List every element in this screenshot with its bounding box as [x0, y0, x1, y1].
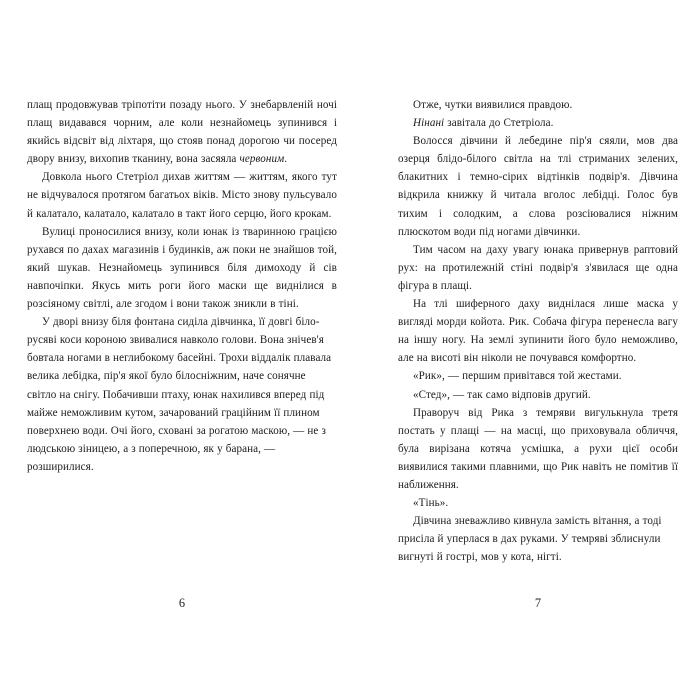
paragraph: Тим часом на даху увагу юнака привернув раптовий рух: на протилежній стіні подвір'я з'явилася ще одна фігура в плащі.	[398, 243, 678, 292]
paragraph: На тлі шиферного даху виднілася лише маска у вигляді морди койота. Рик. Собача фігура перенесла вагу на іншу ногу. На землі зупинити його було неможливо, але на висоті він ніколи не почувався комфортно.	[398, 298, 678, 365]
paragraph: Вулиці проносилися внизу, коли юнак із тваринною грацією рухався по дахах магазинів і будинків, аж поки не знайшов той, який шукав. Незнайомець зупинився біля димоходу й сів навпочіпки. Якусь мить роги його маски ще виднілися в розсіяному світлі, але згодом і вони також зникли в тіні.	[27, 225, 337, 311]
paragraph: плащ продовжував тріпотіти позаду нього. У знебарвленій ночі плащ видавався чорним, але коли незнайомець зупинився і якийсь відсвіт від ліхтаря, що стояв понад дорогою чи посеред двору внизу, вихопив тканину, вона засяяла червоним.	[27, 99, 337, 166]
paragraph: Довкола нього Стетріол дихав життям — життям, якого тут не відчувалося протягом багатьох віків. Місто знову пульсувало й калатало, калатало, калатало в такт його серцю, його крокам.	[27, 171, 337, 220]
page-right	[398, 96, 678, 566]
paragraph: Отже, чутки виявилися правдою.	[412, 99, 573, 111]
paragraph: У дворі внизу біля фонтана сиділа дівчинка, її довгі біло-русяві коси короною звивалися навколо голови. Вона знічев'я бовтала ногами в неглибокому басейні. Трохи віддалік плавала велика лебідка, пір'я якої було білосніжним, наче сонячне світло на снігу. Побачивши птаху, юнак нахилився вперед під майже неможливим кутом, зачарований граційним її плином поверхнею води. Очі його, сховані за рогатою маскою, — не з людською зіницею, а з поперечною, як у барана, — розширилися.	[27, 316, 332, 473]
italic-run: червоним	[239, 153, 285, 166]
page-number-right: 7	[534, 596, 542, 610]
paragraph: «Стед», — так само відповів другий.	[412, 388, 591, 401]
page-left	[27, 96, 337, 476]
page-number-left: 6	[178, 596, 186, 610]
paragraph: Праворуч від Рика з темряви вигулькнула третя постать у плащі — на масці, що приховувала обличчя, була вирізана котяча усмішка, а рухи цієї особи виявилися такими плавними, що Рик навіть не помітив її наближення.	[398, 406, 678, 491]
paragraph: «Рик», — першим привітався той жестами.	[412, 370, 622, 383]
paragraph: Волосся дівчини й лебедине пір'я сяяли, мов два озерця блідо-білого світла на тлі стриманих зелених, блакитних і темно-сірих відтінків подвір'я. Дівчина відкрила книжку й читала вголос лебідці. Голос був тихим і солодким, а слова розсіювалися ніжним плюскотом води під ногами дівчинки.	[398, 135, 678, 238]
page-left-text-body	[27, 96, 337, 476]
paragraph: Дівчина зневажливо кивнула замість вітання, а тоді присіла й уперлася в дах руками. У темряві зблиснули вигнуті й гострі, мов у кота, нігті.	[398, 515, 662, 564]
italic-run: Нінані	[412, 117, 445, 130]
page-right-text-body	[398, 96, 678, 566]
paragraph: Нінані завітала до Стетріола.	[412, 117, 554, 130]
paragraph: «Тінь».	[412, 497, 449, 510]
